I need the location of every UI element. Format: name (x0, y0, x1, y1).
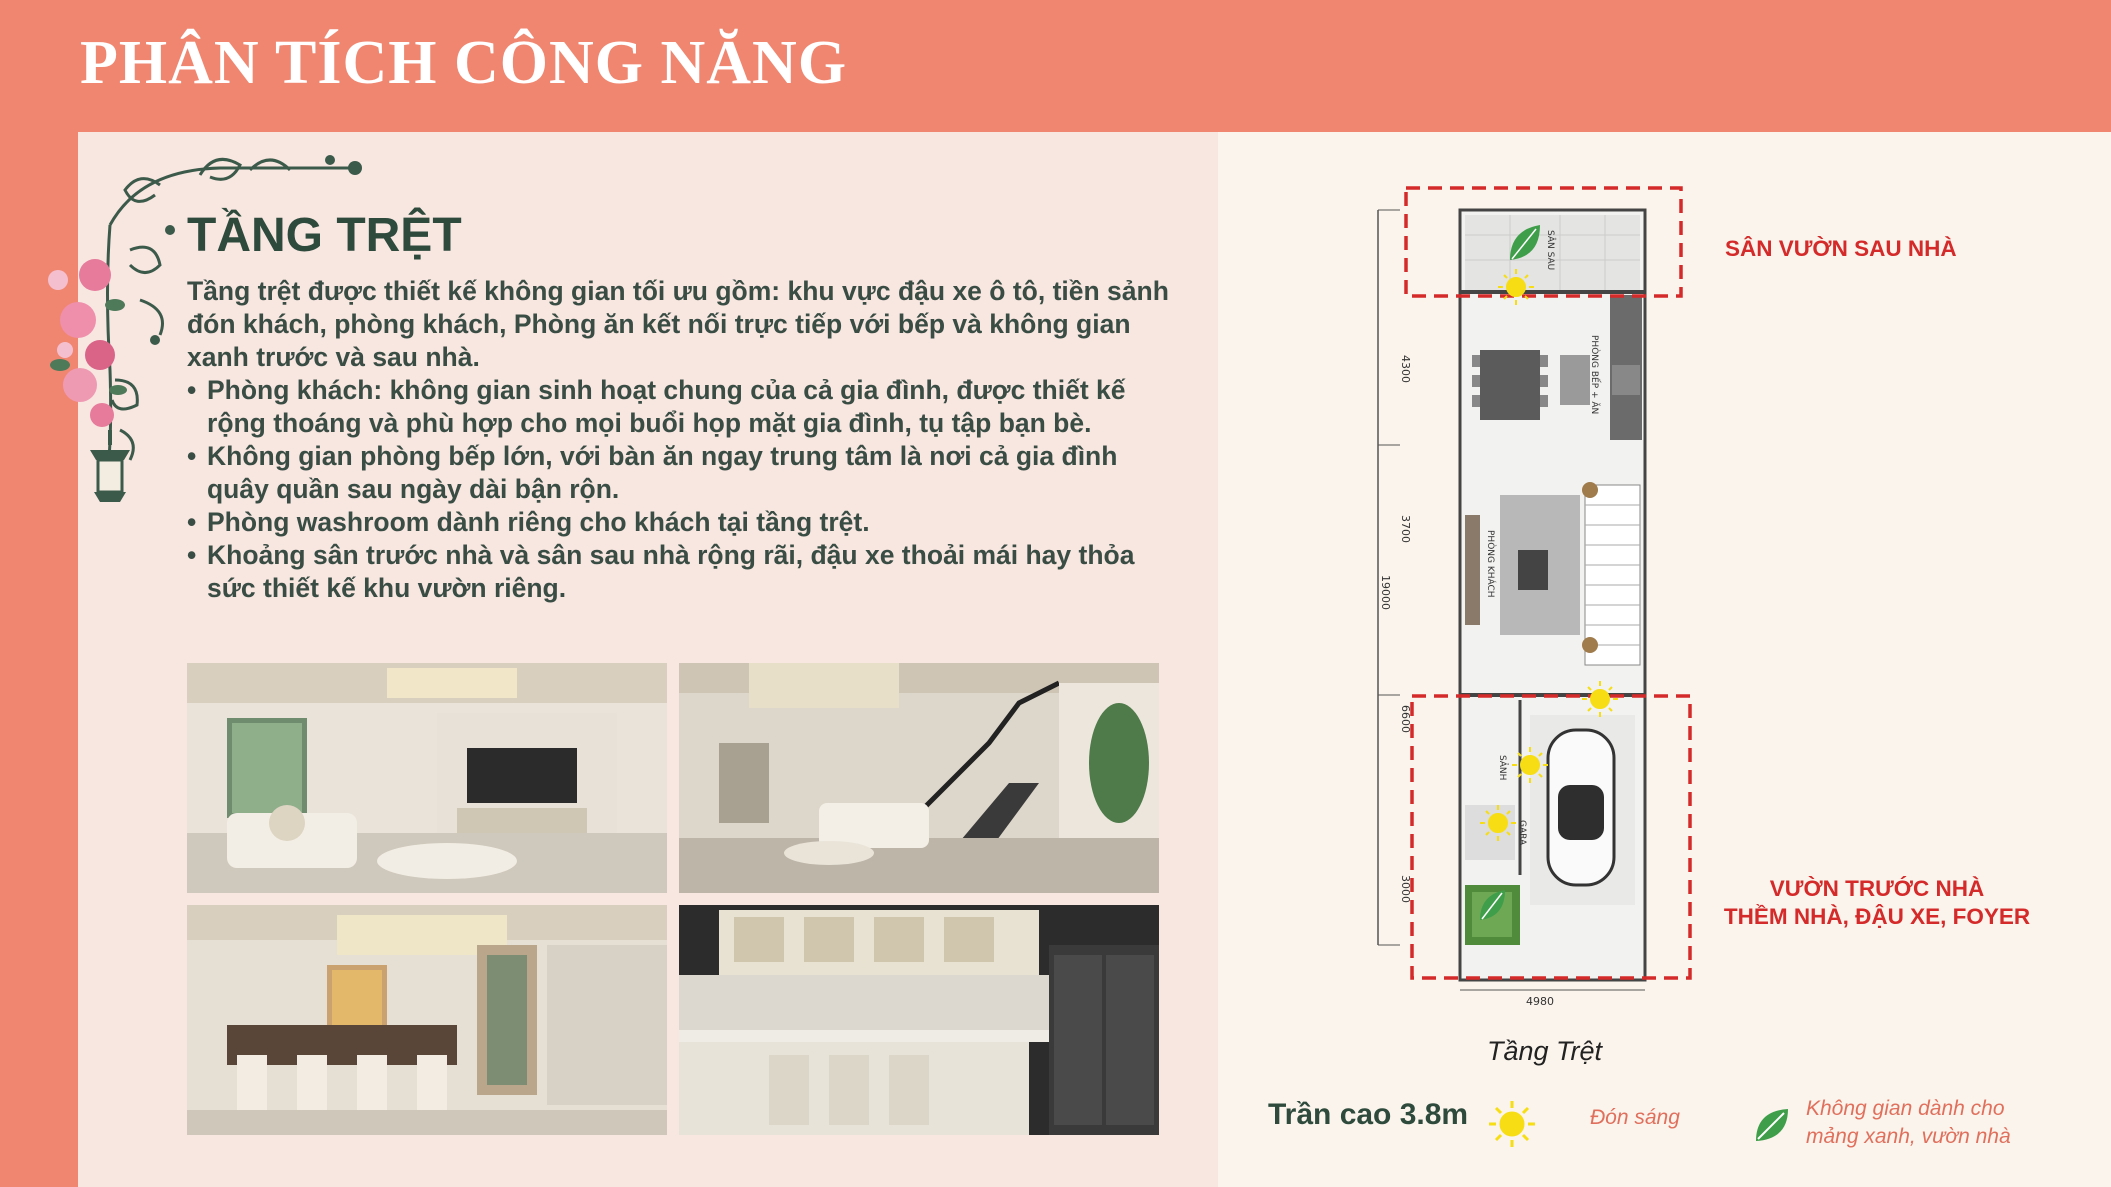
dimension-label: 4980 (1526, 995, 1554, 1008)
photo-staircase-lounge (679, 663, 1159, 893)
page-title: PHÂN TÍCH CÔNG NĂNG (80, 29, 848, 97)
bullet-marker: • (187, 507, 197, 537)
room-label-back-yard: SÂN SAU (1545, 230, 1555, 271)
photo-living-room (187, 663, 667, 893)
zone-label-back-text: SÂN VƯỜN SAU NHÀ (1725, 236, 1957, 261)
leaf-icon (1752, 1105, 1792, 1145)
floor-plan (1360, 175, 1720, 1015)
dimension-label: 3000 (1399, 875, 1412, 903)
legend-green-label: Không gian dành cho mảng xanh, vườn nhà (1806, 1097, 2011, 1148)
bullet-marker: • (187, 441, 197, 471)
zone-label-front (1718, 875, 2036, 931)
room-label-lobby: SẢNH (1497, 755, 1507, 781)
dimension-label: 4300 (1399, 355, 1412, 383)
zone-label-back (1725, 235, 1957, 263)
list-item (187, 374, 1177, 440)
photo-dining-room (187, 905, 667, 1135)
intro-text: Tầng trệt được thiết kế không gian tối ưu gồm: khu vực đậu xe ô tô, tiền sảnh đón khách, phòng khách, Phòng ăn kết nối trực tiếp với bếp và không gian xanh trước và sau nhà. (187, 276, 1169, 372)
list-item-text: Phòng khách: không gian sinh hoạt chung của cả gia đình, được thiết kế rộng thoáng và phù hợp cho mọi buổi họp mặt gia đình, tụ tập bạn bè. (207, 375, 1126, 438)
list-item (187, 440, 1177, 506)
plan-caption: Tầng Trệt (1487, 1036, 1603, 1066)
bullet-marker: • (187, 540, 197, 570)
list-item (187, 506, 1177, 539)
room-label-living: PHÒNG KHÁCH (1485, 530, 1495, 598)
bullet-marker: • (187, 375, 197, 405)
dimension-label: 19000 (1379, 575, 1392, 610)
zone-label-front-line2: THỀM NHÀ, ĐẬU XE, FOYER (1723, 904, 2031, 929)
list-item (187, 539, 1177, 605)
dimension-label: 6600 (1399, 705, 1412, 733)
zone-label-front-line1: VƯỜN TRƯỚC NHÀ (1769, 876, 1985, 901)
lantern-icon (90, 430, 130, 502)
ceiling-height: Trần cao 3.8m (1268, 1098, 1469, 1131)
room-label-kitchen: PHÒNG BẾP + ĂN (1589, 335, 1599, 415)
list-item-text: Khoảng sân trước nhà và sân sau nhà rộng rãi, đậu xe thoải mái hay thỏa sức thiết kế khu vườn riêng. (207, 540, 1135, 603)
rose-icon (48, 259, 127, 427)
room-label-garage: GARA (1517, 820, 1527, 846)
legend-sun-label: Đón sáng (1590, 1106, 1680, 1129)
section-title: TẦNG TRỆT (187, 209, 462, 262)
dimension-label: 3700 (1399, 515, 1412, 543)
feature-list (187, 374, 1177, 605)
photo-kitchen (679, 905, 1159, 1135)
list-item-text: Không gian phòng bếp lớn, với bàn ăn ngay trung tâm là nơi cả gia đình quây quần sau ngày dài bận rộn. (207, 441, 1118, 504)
sun-icon (1486, 1098, 1538, 1150)
list-item-text: Phòng washroom dành riêng cho khách tại tầng trệt. (207, 507, 870, 537)
header-bar (0, 0, 2111, 132)
